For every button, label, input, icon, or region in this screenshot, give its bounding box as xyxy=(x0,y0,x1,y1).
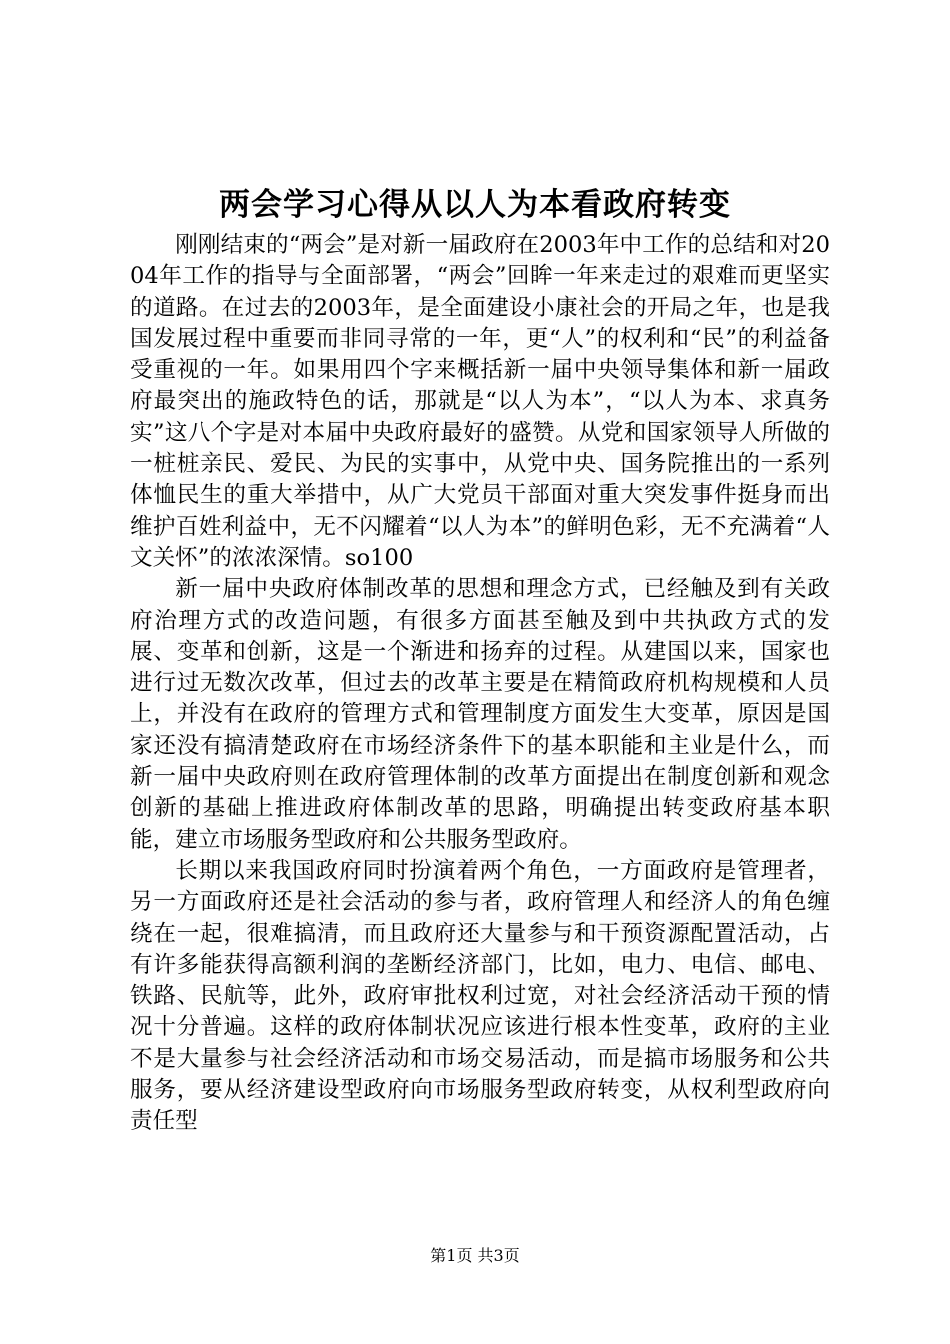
paragraph-3: 长期以来我国政府同时扮演着两个角色，一方面政府是管理者，另一方面政府还是社会活动的参与者，政府管理人和经济人的角色缠绕在一起，很难搞清，而且政府还大量参与和干预资源配置活动，占有许多能获得高额利润的垄断经济部门，比如，电力、电信、邮电、铁路、民航等，此外，政府审批权利过宽，对社会经济活动干预的情况十分普遍。这样的政府体制状况应该进行根本性变革，政府的主业不是大量参与社会经济活动和市场交易活动，而是搞市场服务和公共服务，要从经济建设型政府向市场服务型政府转变，从权利型政府向责任型 xyxy=(130,857,830,1135)
document-title: 两会学习心得从以人为本看政府转变 xyxy=(219,187,731,223)
page-number-footer: 第1页 共3页 xyxy=(430,1246,520,1265)
paragraph-2: 新一届中央政府体制改革的思想和理念方式，已经触及到有关政府治理方式的改造问题，有很多方面甚至触及到中共执政方式的发展、变革和创新，这是一个渐进和扬弃的过程。从建国以来，国家也进行过无数次改革，但过去的改革主要是在精简政府机构规模和人员上，并没有在政府的管理方式和管理制度方面发生大变革，原因是国家还没有搞清楚政府在市场经济条件下的基本职能和主业是什么，而新一届中央政府则在政府管理体制的改革方面提出在制度创新和观念创新的基础上推进政府体制改革的思路，明确提出转变政府基本职能，建立市场服务型政府和公共服务型政府。 xyxy=(130,576,830,853)
paragraph-1: 刚刚结束的“两会”是对新一届政府在2003年中工作的总结和对2004年工作的指导与全面部署，“两会”回眸一年来走过的艰难而更坚实的道路。在过去的2003年，是全面建设小康社会的开局之年，也是我国发展过程中重要而非同寻常的一年，更“人”的权利和“民”的利益备受重视的一年。如果用四个字来概括新一届中央领导集体和新一届政府最突出的施政特色的话，那就是“以人为本”，“以人为本、求真务实”这八个字是对本届中央政府最好的盛赞。从党和国家领导人所做的一桩桩亲民、爱民、为民的实事中，从党中央、国务院推出的一系列体恤民生的重大举措中，从广大党员干部面对重大突发事件挺身而出维护百姓利益中，无不闪耀着“以人为本”的鲜明色彩，无不充满着“人文关怀”的浓浓深情。so100 xyxy=(130,232,830,571)
document-body xyxy=(130,230,830,1138)
